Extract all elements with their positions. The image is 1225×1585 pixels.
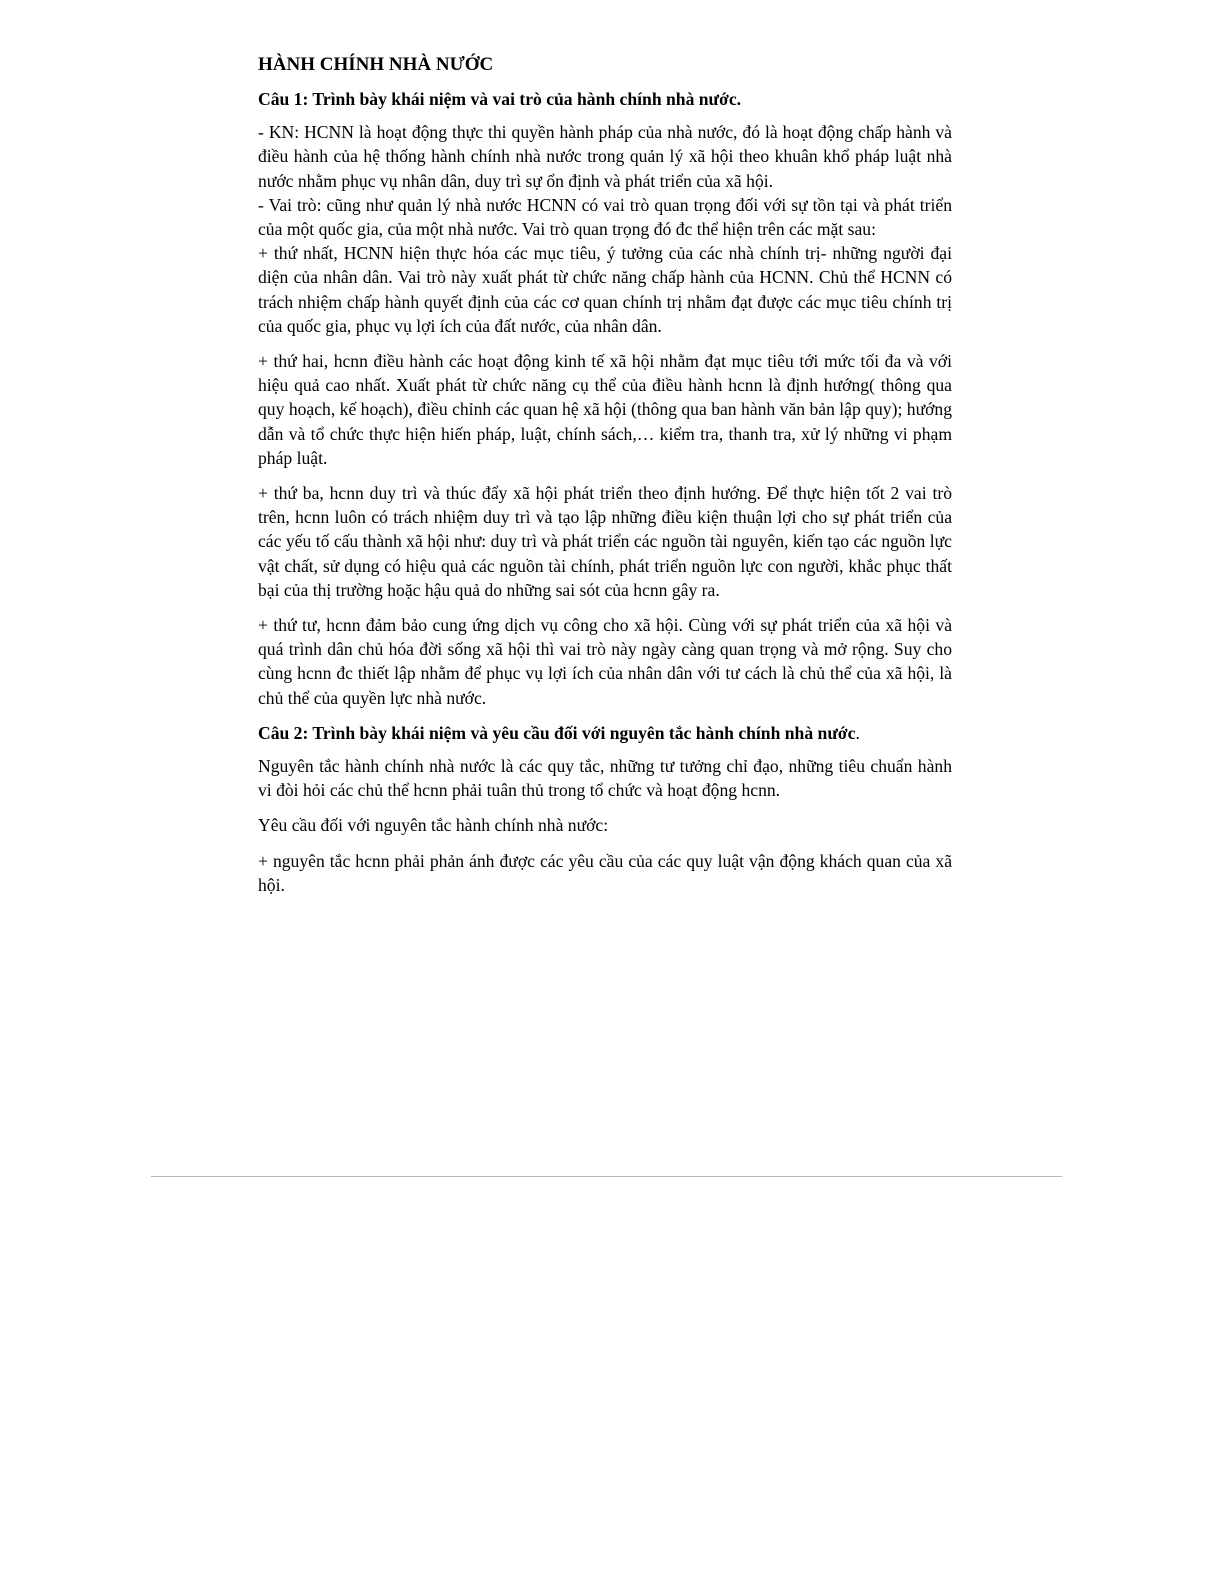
question-2-heading	[258, 721, 952, 745]
q1-role-second: + thứ hai, hcnn điều hành các hoạt động kinh tế xã hội nhằm đạt mục tiêu tới mức tối đa và với hiệu quả cao nhất. Xuất phát từ chức năng cụ thể của điều hành hcnn là định hướng( thông qua quy hoạch, kế hoạch), điều chỉnh các quan hệ xã hội (thông qua ban hành văn bản lập quy); hướng dẫn và tổ chức thực hiện hiến pháp, luật, chính sách,… kiểm tra, thanh tra, xử lý những vi phạm pháp luật.	[258, 351, 952, 468]
document-page	[258, 52, 952, 908]
question-2-heading-period: .	[855, 722, 860, 743]
page-divider	[151, 1176, 1062, 1177]
q1-role-fourth: + thứ tư, hcnn đảm bảo cung ứng dịch vụ công cho xã hội. Cùng với sự phát triển của xã hội và quá trình dân chủ hóa đời sống xã hội thì vai trò này ngày càng quan trọng và mở rộng. Suy cho cùng hcnn đc thiết lập nhằm để phục vụ lợi ích của nhân dân với tư cách là chủ thể của xã hội, là chủ thể của quyền lực nhà nước.	[258, 615, 952, 708]
question-1-heading: Câu 1: Trình bày khái niệm và vai trò của hành chính nhà nước.	[258, 89, 742, 109]
q2-requirements-intro: Yêu cầu đối với nguyên tắc hành chính nhà nước:	[258, 815, 609, 836]
q2-requirement-1: + nguyên tắc hcnn phải phản ánh được các yêu cầu của các quy luật vận động khách quan của xã hội.	[258, 850, 952, 895]
q2-definition-paragraph: Nguyên tắc hành chính nhà nước là các quy tắc, những tư tưởng chỉ đạo, những tiêu chuẩn hành vi đòi hỏi các chủ thể hcnn phải tuân thủ trong tổ chức và hoạt động hcnn.	[258, 756, 952, 801]
q1-role-first: + thứ nhất, HCNN hiện thực hóa các mục tiêu, ý tưởng của các nhà chính trị- những người đại diện của nhân dân. Vai trò này xuất phát từ chức năng chấp hành của HCNN. Chủ thể HCNN có trách nhiệm chấp hành quyết định của các cơ quan chính trị nhằm đạt được các mục tiêu chính trị của quốc gia, phục vụ lợi ích của đất nước, của nhân dân.	[258, 243, 952, 336]
q1-role-third: + thứ ba, hcnn duy trì và thúc đẩy xã hội phát triển theo định hướng. Để thực hiện tốt 2 vai trò trên, hcnn luôn có trách nhiệm duy trì và tạo lập những điều kiện thuận lợi cho sự phát triển của các yếu tố cấu thành xã hội như: duy trì và phát triển các nguồn tài nguyên, kiến tạo các nguồn lực vật chất, sử dụng có hiệu quả các nguồn tài chính, phát triển nguồn lực con người, khắc phục thất bại của thị trường hoặc hậu quả do những sai sót của hcnn gây ra.	[258, 483, 952, 600]
document-title: HÀNH CHÍNH NHÀ NƯỚC	[258, 54, 494, 75]
q1-role-paragraph: - Vai trò: cũng như quản lý nhà nước HCNN có vai trò quan trọng đối với sự tồn tại và phát triển của một quốc gia, của một nhà nước. Vai trò quan trọng đó đc thể hiện trên các mặt sau:	[258, 194, 952, 240]
q1-concept-paragraph: - KN: HCNN là hoạt động thực thi quyền hành pháp của nhà nước, đó là hoạt động chấp hành và điều hành của hệ thống hành chính nhà nước trong quản lý xã hội theo khuân khổ pháp luật nhà nước nhằm phục vụ nhân dân, duy trì sự ổn định và phát triển của xã hội.	[258, 122, 952, 191]
question-2-heading-text: Câu 2: Trình bày khái niệm và yêu cầu đối với nguyên tắc hành chính nhà nước	[258, 722, 856, 743]
